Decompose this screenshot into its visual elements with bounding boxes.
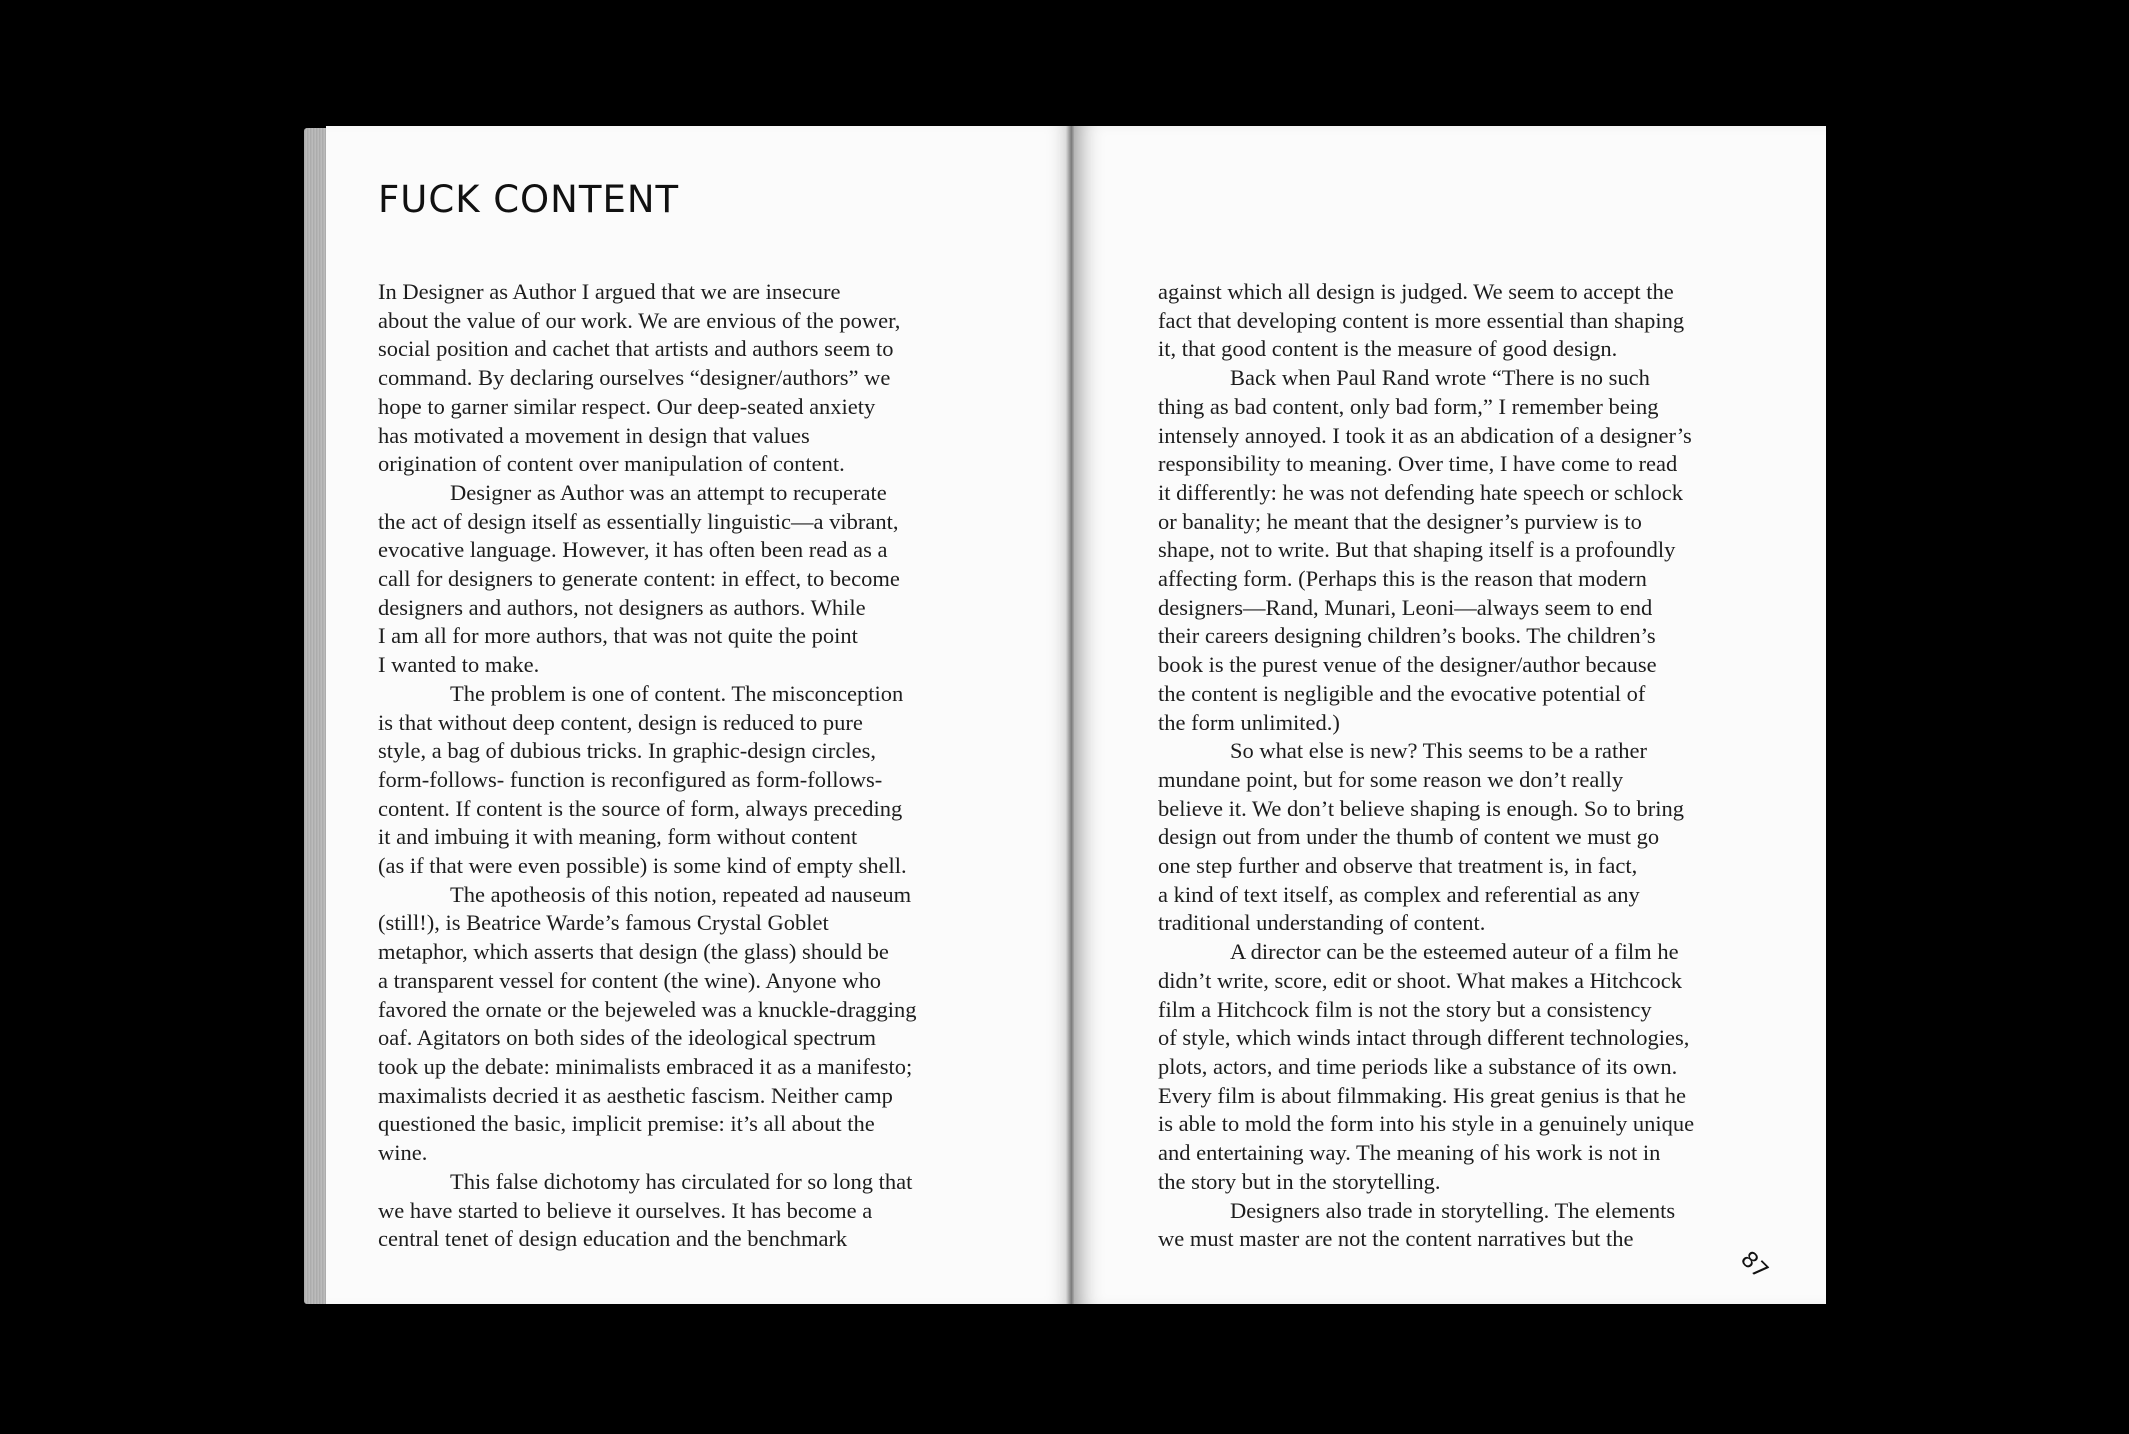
- text-line: is that without deep content, design is reduced to pure: [378, 709, 863, 735]
- text-line: (still!), is Beatrice Warde’s famous Crystal Goblet: [378, 910, 829, 936]
- text-line: it and imbuing it with meaning, form without content: [378, 824, 858, 850]
- text-line: affecting form. (Perhaps this is the reason that modern: [1158, 566, 1647, 592]
- text-line: is able to mold the form into his style in a genuinely unique: [1158, 1111, 1695, 1137]
- text-line: their careers designing children’s books. The children’s: [1158, 623, 1656, 649]
- text-line: Designer as Author was an attempt to recuperate: [450, 479, 887, 505]
- text-line: we must master are not the content narratives but the: [1158, 1226, 1634, 1252]
- text-line: metaphor, which asserts that design (the glass) should be: [378, 939, 889, 965]
- text-line: didn’t write, score, edit or shoot. What makes a Hitchcock: [1158, 967, 1683, 993]
- text-line: I am all for more authors, that was not quite the point: [378, 623, 858, 649]
- text-line: and entertaining way. The meaning of his work is not in: [1158, 1140, 1661, 1166]
- text-line: command. By declaring ourselves “designer/authors” we: [378, 365, 891, 391]
- text-line: one step further and observe that treatment is, in fact,: [1158, 853, 1638, 879]
- text-line: central tenet of design education and the benchmark: [378, 1226, 848, 1252]
- text-line: So what else is new? This seems to be a rather: [1230, 738, 1647, 764]
- text-line: the story but in the storytelling.: [1158, 1168, 1441, 1194]
- text-line: it differently: he was not defending hate speech or schlock: [1158, 479, 1684, 505]
- text-line: Designers also trade in storytelling. The elements: [1230, 1197, 1676, 1223]
- text-line: a transparent vessel for content (the wine). Anyone who: [378, 967, 881, 993]
- text-line: This false dichotomy has circulated for so long that: [450, 1168, 913, 1194]
- text-line: wine.: [378, 1140, 428, 1166]
- text-line: designers—Rand, Munari, Leoni—always seem to end: [1158, 594, 1653, 620]
- open-book: [304, 126, 1830, 1306]
- page-number: 87: [1735, 1246, 1773, 1285]
- text-line: social position and cachet that artists and authors seem to: [378, 336, 894, 362]
- text-line: a kind of text itself, as complex and referential as any: [1158, 881, 1640, 907]
- text-line: oaf. Agitators on both sides of the ideological spectrum: [378, 1025, 877, 1051]
- text-line: evocative language. However, it has often been read as a: [378, 537, 888, 563]
- text-line: style, a bag of dubious tricks. In graphic-design circles,: [378, 738, 876, 764]
- text-line: book is the purest venue of the designer/author because: [1158, 652, 1657, 678]
- text-line: we have started to believe it ourselves. It has become a: [378, 1197, 873, 1223]
- text-line: favored the ornate or the bejeweled was a knuckle-dragging: [378, 996, 917, 1022]
- text-line: In Designer as Author I argued that we are insecure: [378, 279, 841, 304]
- text-line: film a Hitchcock film is not the story but a consistency: [1158, 996, 1652, 1022]
- text-line: A director can be the esteemed auteur of a film he: [1230, 939, 1679, 965]
- text-line: origination of content over manipulation of content.: [378, 451, 845, 477]
- text-line: fact that developing content is more essential than shaping: [1158, 307, 1685, 333]
- text-line: has motivated a movement in design that values: [378, 422, 810, 448]
- text-line: believe it. We don’t believe shaping is enough. So to bring: [1158, 795, 1685, 821]
- text-line: maximalists decried it as aesthetic fascism. Neither camp: [378, 1082, 893, 1108]
- text-line: or banality; he meant that the designer’s purview is to: [1158, 508, 1642, 534]
- text-line: The problem is one of content. The misconception: [450, 680, 904, 706]
- text-line: shape, not to write. But that shaping itself is a profoundly: [1158, 537, 1676, 563]
- text-line: traditional understanding of content.: [1158, 910, 1486, 936]
- text-line: Every film is about filmmaking. His great genius is that he: [1158, 1082, 1687, 1108]
- text-line: mundane point, but for some reason we don’t really: [1158, 766, 1624, 792]
- text-line: call for designers to generate content: in effect, to become: [378, 566, 900, 592]
- left-page: [326, 126, 1070, 1304]
- text-line: thing as bad content, only bad form,” I remember being: [1158, 393, 1659, 419]
- text-line: of style, which winds intact through different technologies,: [1158, 1025, 1690, 1051]
- text-line: it, that good content is the measure of good design.: [1158, 336, 1618, 362]
- text-line: took up the debate: minimalists embraced it as a manifesto;: [378, 1053, 913, 1079]
- text-line: plots, actors, and time periods like a substance of its own.: [1158, 1053, 1678, 1079]
- left-body-text: [378, 278, 998, 1254]
- right-body-text: [1158, 278, 1778, 1254]
- text-line: (as if that were even possible) is some kind of empty shell.: [378, 853, 907, 879]
- text-line: design out from under the thumb of content we must go: [1158, 824, 1660, 850]
- text-line: The apotheosis of this notion, repeated ad nauseum: [450, 881, 912, 907]
- text-line: Back when Paul Rand wrote “There is no such: [1230, 365, 1650, 391]
- right-page: [1074, 126, 1826, 1304]
- text-line: form-follows- function is reconfigured as form-follows-: [378, 766, 883, 792]
- text-line: the form unlimited.): [1158, 709, 1340, 735]
- text-line: responsibility to meaning. Over time, I have come to read: [1158, 451, 1678, 477]
- text-line: hope to garner similar respect. Our deep-seated anxiety: [378, 393, 876, 419]
- text-line: the content is negligible and the evocative potential of: [1158, 680, 1646, 706]
- text-line: designers and authors, not designers as authors. While: [378, 594, 866, 620]
- text-line: content. If content is the source of form, always preceding: [378, 795, 903, 821]
- text-line: against which all design is judged. We seem to accept the: [1158, 279, 1674, 304]
- text-line: the act of design itself as essentially linguistic—a vibrant,: [378, 508, 899, 534]
- text-line: about the value of our work. We are envious of the power,: [378, 307, 901, 333]
- text-line: I wanted to make.: [378, 652, 540, 678]
- chapter-title: FUCK CONTENT: [378, 178, 680, 221]
- text-line: questioned the basic, implicit premise: it’s all about the: [378, 1111, 875, 1137]
- text-line: intensely annoyed. I took it as an abdication of a designer’s: [1158, 422, 1692, 448]
